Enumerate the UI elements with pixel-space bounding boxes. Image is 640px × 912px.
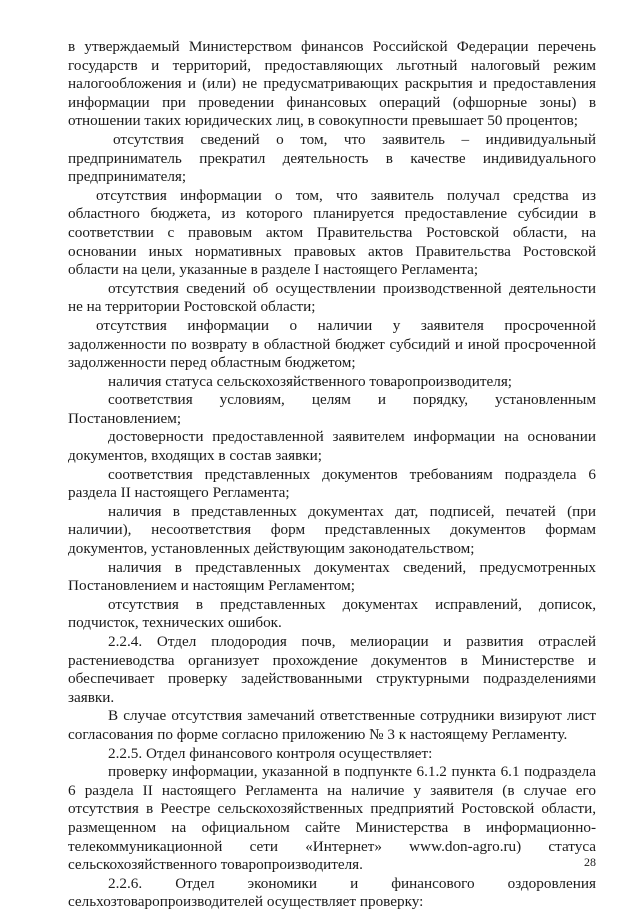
paragraph: проверку информации, указанной в подпункте 6.1.2 пункта 6.1 подраздела 6 раздела II настоящего Регламента на наличие у заявителя (в случае его отсутствия в Реестре сельскохозяйственных предприятий Ростовской области, размещенном на официальном сайте Министерства в информационно-телекоммуникационной сети «Интернет» www.don-agro.ru) статуса сельскохозяйственного товаропроизводителя. (68, 763, 596, 874)
paragraph: достоверности предоставленной заявителем информации на основании документов, входящих в состав заявки; (68, 428, 596, 465)
paragraph: соответствия представленных документов требованиям подраздела 6 раздела II настоящего Регламента; (68, 465, 596, 502)
paragraph: наличия в представленных документах дат, подписей, печатей (при наличии), несоответствия форм представленных документов формам документов, установленных действующим законодательством; (68, 502, 596, 558)
paragraph: наличия статуса сельскохозяйственного товаропроизводителя; (108, 372, 513, 390)
paragraph: В случае отсутствия замечаний ответственные сотрудники визируют лист согласования по форме согласно приложению № 3 к настоящему Регламенту. (68, 707, 596, 743)
paragraph: отсутствия информации о том, что заявитель получал средства из областного бюджета, из которого планируется предоставление субсидии в соответствии с правовым актом Правительства Ростовской области, на основании иных нормативных правовых актов Правительства Ростовской области на цели, указанные в разделе I настоящего Регламента; (68, 186, 596, 279)
document-body (68, 38, 596, 912)
page-number: 28 (584, 855, 596, 869)
paragraph: отсутствия информации о наличии у заявителя просроченной задолженности по возврату в областной бюджет субсидий и иной просроченной задолженности перед областным бюджетом; (68, 316, 596, 372)
paragraph: соответствия условиям, целям и порядку, установленным Постановлением; (68, 391, 596, 427)
paragraph: отсутствия сведений о том, что заявитель – индивидуальный предприниматель прекратил деятельность в качестве индивидуального предпринимателя; (68, 130, 596, 186)
paragraph: отсутствия в представленных документах исправлений, дописок, подчисток, технических ошибок. (68, 595, 596, 632)
paragraph: 2.2.6. Отдел экономики и финансового оздоровления сельхозтоваропроизводителей осуществляет проверку: (68, 874, 596, 911)
paragraph: в утверждаемый Министерством финансов Российской Федерации перечень государств и территорий, предоставляющих льготный налоговый режим налогообложения и (или) не предусматривающих раскрытия и предоставления информации при проведении финансовых операций (офшорные зоны) в отношении таких юридических лиц, в совокупности превышает 50 процентов; (68, 38, 596, 130)
paragraph: 2.2.4. Отдел плодородия почв, мелиорации и развития отраслей растениеводства организует прохождение документов в Министерстве и обеспечивает проверку задействованными структурными подразделениями заявки. (68, 633, 596, 706)
paragraph: 2.2.5. Отдел финансового контроля осуществляет: (108, 744, 433, 762)
paragraph: наличия в представленных документах сведений, предусмотренных Постановлением и настоящим Регламентом; (68, 558, 596, 595)
paragraph: отсутствия сведений об осуществлении производственной деятельности не на территории Ростовской области; (68, 279, 596, 316)
